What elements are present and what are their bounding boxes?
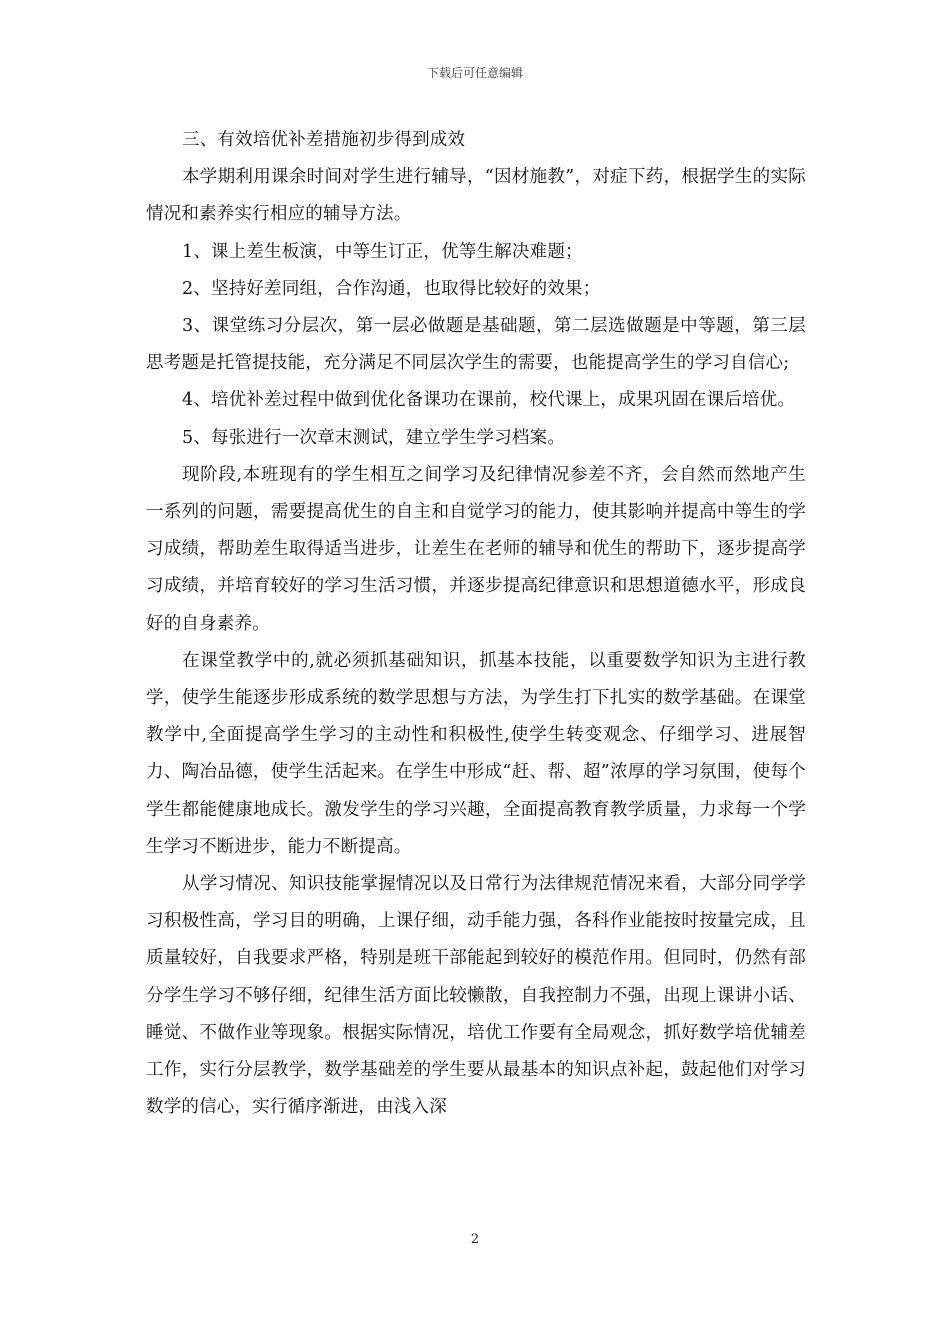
paragraph: 从学习情况、知识技能掌握情况以及日常行为法律规范情况来看，大部分同学学习积极性高，学习目的明确，上课仔细，动手能力强，各科作业能按时按量完成，且质量较好，自我要求严格，特别是班干部能起到较好的模范作用。但同时，仍然有部分学生学习不够仔细，纪律生活方面比较懒散，自我控制力不强，出现上课讲小话、睡觉、不做作业等现象。根据实际情况，培优工作要有全局观念，抓好数学培优辅差工作，实行分层教学，数学基础差的学生要从最基本的知识点补起，鼓起他们对学习数学的信心，实行循序渐进，由浅入深: [146, 874, 806, 1118]
list-item: 2、坚持好差同组，合作沟通，也取得比较好的效果；: [182, 278, 601, 299]
list-item: 4、培优补差过程中做到优化备课功在课前，校代课上，成果巩固在课后培优。: [182, 390, 796, 411]
section-heading: 三、有效培优补差措施初步得到成效: [182, 130, 466, 150]
list-item: 5、每张进行一次章末测试，建立学生学习档案。: [182, 427, 566, 448]
paragraph: 本学期利用课余时间对学生进行辅导，“因材施教”，对症下药，根据学生的实际情况和素养实行相应的辅导方法。: [146, 167, 806, 225]
page-number: 2: [470, 1232, 480, 1247]
paragraph: 在课堂教学中的,就必须抓基础知识，抓基本技能，以重要数学知识为主进行教学，使学生能逐步形成系统的数学思想与方法，为学生打下扎实的数学基础。在课堂教学中,全面提高学生学习的主动性和积极性,使学生转变观念、仔细学习、进展智力、陶冶品德，使学生活起来。在学生中形成“赶、帮、超”浓厚的学习氛围，使每个学生都能健康地成长。激发学生的学习兴趣，全面提高教育教学质量，力求每一个学生学习不断进步，能力不断提高。: [146, 650, 806, 857]
document-body: [146, 122, 806, 1126]
list-item: 3、课堂练习分层次，第一层必做题是基础题，第二层选做题是中等题，第三层思考题是托管提技能，充分满足不同层次学生的需要，也能提高学生的学习自信心;: [146, 316, 806, 374]
list-item: 1、课上差生板演，中等生订正，优等生解决难题；: [182, 241, 583, 262]
page-header: 下载后可任意编辑: [426, 66, 523, 80]
paragraph: 现阶段,本班现有的学生相互之间学习及纪律情况参差不齐，会自然而然地产生一系列的问题，需要提高优生的自主和自觉学习的能力，使其影响并提高中等生的学习成绩，帮助差生取得适当进步，让差生在老师的辅导和优生的帮助下，逐步提高学习成绩，并培育较好的学习生活习惯，并逐步提高纪律意识和思想道德水平，形成良好的自身素养。: [146, 464, 806, 634]
